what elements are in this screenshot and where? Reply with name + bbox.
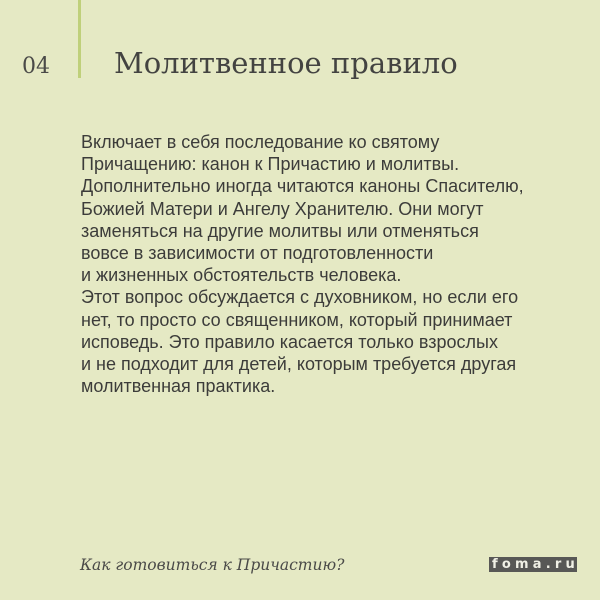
series-title: Как готовиться к Причастию? bbox=[80, 556, 345, 574]
accent-divider-line bbox=[78, 0, 81, 78]
body-line: Этот вопрос обсуждается с духовником, но если его bbox=[81, 287, 519, 308]
body-line: молитвенная практика. bbox=[81, 376, 276, 397]
body-line: нет, то просто со священником, который принимает bbox=[81, 309, 513, 330]
body-line: заменяться на другие молитвы или отменяться bbox=[81, 220, 479, 241]
body-line: Включает в себя последование ко святому bbox=[81, 132, 440, 152]
foma-logo: foma.ru bbox=[489, 557, 577, 572]
body-line: и не подходит для детей, которым требуется другая bbox=[81, 354, 517, 375]
body-line: вовсе в зависимости от подготовленности bbox=[81, 243, 434, 264]
slide-title: Молитвенное правило bbox=[114, 46, 458, 80]
body-line: исповедь. Это правило касается только взрослых bbox=[81, 331, 498, 352]
body-line: Божией Матери и Ангелу Хранителю. Они могут bbox=[81, 198, 484, 219]
body-line: и жизненных обстоятельств человека. bbox=[81, 265, 402, 286]
slide-number: 04 bbox=[22, 54, 50, 79]
body-line: Дополнительно иногда читаются каноны Спасителю, bbox=[81, 176, 524, 197]
body-paragraph bbox=[81, 131, 581, 397]
body-line: Причащению: канон к Причастию и молитвы. bbox=[81, 154, 460, 175]
